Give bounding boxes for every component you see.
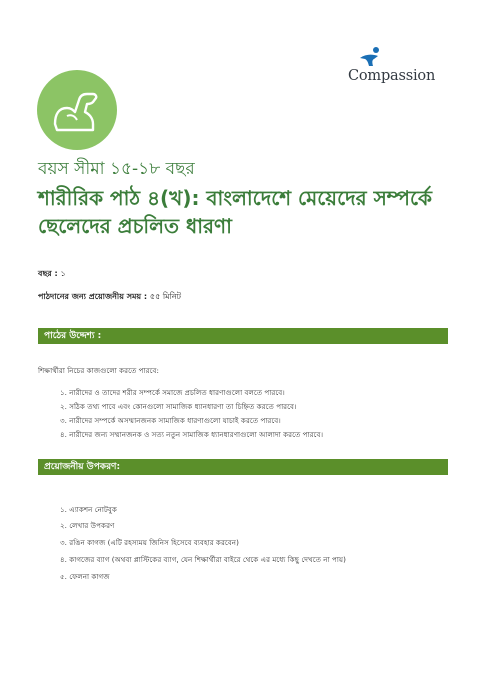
brand-name: Compassion — [348, 68, 436, 84]
material-item: ১. এ্যাকশন নোটবুক — [60, 505, 117, 514]
age-range: বয়স সীমা ১৫-১৮ বছর — [38, 159, 195, 179]
compassion-logo — [346, 46, 454, 92]
time-line — [38, 291, 181, 304]
year-line — [38, 268, 66, 281]
materials-heading: প্রয়োজনীয় উপকরণ: — [38, 459, 448, 475]
year-label: বছর : — [38, 269, 61, 278]
objectives-heading: পাঠের উদ্দেশ্য : — [38, 328, 448, 344]
objective-item: ৩. নারীদের সম্পর্কে অসম্মানজনক সামাজিক ধারণাগুলো যাচাই করতে পারবে। — [60, 416, 281, 425]
material-item: ৫. ফেলনা কাগজ — [60, 572, 110, 581]
objective-item: ১. নারীদের ও তাদের শরীর সম্পর্কে সমাজে প্রচলিত ধারণাগুলো বলতে পারবে। — [60, 388, 285, 397]
flexed-arm-icon — [37, 70, 117, 150]
objectives-intro: শিক্ষার্থীরা নিচের কাজগুলো করতে পারবে: — [38, 366, 159, 375]
objective-item: ২. সঠিক তথ্য পাবে এবং কোনগুলো সামাজিক ধ্যানধারণা তা চিহ্নিত করতে পারবে। — [60, 402, 297, 411]
objective-item: ৪. নারীদের জন্য সম্মানজনক ও সত্য নতুন সামাজিক ধ্যানধারণাগুলো আলাদা করতে পারবে। — [60, 430, 324, 439]
material-item: ৩. রঙিন কাগজ (এটি রহস্যময় জিনিস হিসেবে ব্যবহার করবেন) — [60, 538, 239, 547]
material-item: ২. লেখার উপকরণ — [60, 521, 115, 530]
time-value: ৫৫ মিনিট — [149, 292, 182, 301]
time-label: পাঠদানের জন্য প্রয়োজনীয় সময় : — [38, 292, 150, 301]
figure-icon — [358, 46, 382, 68]
page-title: শারীরিক পাঠ ৪(খ): বাংলাদেশে মেয়েদের সম্পর্কে ছেলেদের প্রচলিত ধারণা — [38, 186, 432, 238]
material-item: ৪. কাগজের ব্যাগ (অথবা প্লাস্টিকের ব্যাগ, যেন শিক্ষার্থীরা বাইরে থেকে এর মধ্যে কিছু দেখতে না পায়) — [60, 555, 346, 564]
year-value: ১ — [60, 269, 66, 278]
